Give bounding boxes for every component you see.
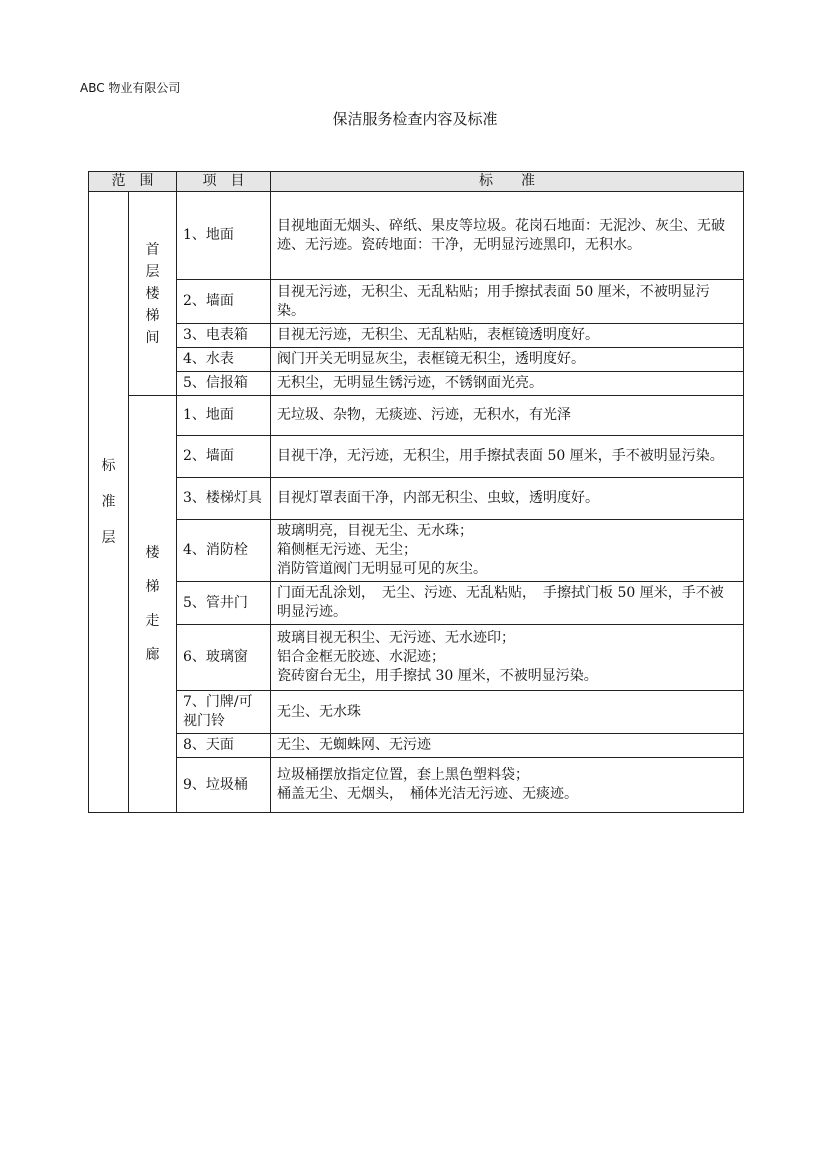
group-label-char: 间 bbox=[145, 329, 160, 346]
item-cell: 7、门牌/可视门铃 bbox=[177, 691, 271, 734]
item-cell: 9、垃圾桶 bbox=[177, 758, 271, 813]
table-row bbox=[89, 280, 744, 324]
standard-cell: 目视无污迹，无积尘、无乱粘贴，表框镜透明度好。 bbox=[271, 324, 744, 348]
item-cell: 3、电表箱 bbox=[177, 324, 271, 348]
standard-cell: 门面无乱涂划， 无尘、污迹、无乱粘贴， 手擦拭门板 50 厘米，手不被明显污迹。 bbox=[271, 582, 744, 625]
table-row bbox=[89, 582, 744, 625]
header-scope: 范 围 bbox=[89, 172, 177, 192]
standard-cell: 目视干净，无污迹，无积尘，用手擦拭表面 50 厘米，手不被明显污染。 bbox=[271, 436, 744, 478]
standard-cell: 无尘、无蜘蛛网、无污迹 bbox=[271, 734, 744, 758]
scope-label-char: 标 bbox=[101, 458, 116, 474]
standard-cell: 目视无污迹，无积尘、无乱粘贴；用手擦拭表面 50 厘米，不被明显污染。 bbox=[271, 280, 744, 324]
standard-cell: 垃圾桶摆放指定位置，套上黑色塑料袋； 桶盖无尘、无烟头， 桶体光洁无污迹、无痰迹。 bbox=[271, 758, 744, 813]
standard-cell: 目视灯罩表面干净，内部无积尘、虫蚊，透明度好。 bbox=[271, 478, 744, 520]
scope-label-cell bbox=[89, 192, 129, 813]
table-row bbox=[89, 324, 744, 348]
group-label-char: 梯 bbox=[145, 307, 160, 324]
table-row bbox=[89, 436, 744, 478]
table-row bbox=[89, 396, 744, 436]
group-label-char: 首 bbox=[145, 241, 160, 258]
standard-cell: 玻璃目视无积尘、无污迹、无水迹印； 铝合金框无胶迹、水泥迹； 瓷砖窗台无尘，用手擦拭 30 厘米，不被明显污染。 bbox=[271, 625, 744, 691]
item-cell: 5、管井门 bbox=[177, 582, 271, 625]
table-header-row bbox=[89, 172, 744, 192]
group-label-cell bbox=[129, 396, 177, 813]
item-cell: 1、地面 bbox=[177, 396, 271, 436]
standard-cell: 玻璃明亮，目视无尘、无水珠； 箱侧框无污迹、无尘； 消防管道阀门无明显可见的灰尘。 bbox=[271, 520, 744, 582]
standard-cell: 无尘、无水珠 bbox=[271, 691, 744, 734]
table-row bbox=[89, 192, 744, 280]
scope-label-char: 层 bbox=[101, 530, 116, 546]
item-cell: 3、楼梯灯具 bbox=[177, 478, 271, 520]
document-title: 保洁服务检查内容及标准 bbox=[332, 110, 498, 128]
item-cell: 8、天面 bbox=[177, 734, 271, 758]
table-row bbox=[89, 348, 744, 372]
table-row bbox=[89, 372, 744, 396]
table-row bbox=[89, 691, 744, 734]
item-cell: 2、墙面 bbox=[177, 280, 271, 324]
standard-cell: 无垃圾、杂物，无痰迹、污迹，无积水，有光泽 bbox=[271, 396, 744, 436]
item-cell: 2、墙面 bbox=[177, 436, 271, 478]
item-cell: 5、信报箱 bbox=[177, 372, 271, 396]
item-cell: 4、水表 bbox=[177, 348, 271, 372]
company-name: ABC 物业有限公司 bbox=[80, 81, 181, 95]
standard-cell: 目视地面无烟头、碎纸、果皮等垃圾。花岗石地面：无泥沙、灰尘、无破迹、无污迹。瓷砖地面：干净，无明显污迹黑印，无积水。 bbox=[271, 192, 744, 280]
table-row bbox=[89, 520, 744, 582]
scope-label-char: 准 bbox=[101, 494, 116, 510]
item-cell: 6、玻璃窗 bbox=[177, 625, 271, 691]
standard-cell: 无积尘，无明显生锈污迹，不锈钢面光亮。 bbox=[271, 372, 744, 396]
item-cell: 4、消防栓 bbox=[177, 520, 271, 582]
table-row bbox=[89, 625, 744, 691]
table-row bbox=[89, 478, 744, 520]
header-standard: 标 准 bbox=[271, 172, 744, 192]
group-label-char: 梯 bbox=[145, 579, 160, 595]
standard-cell: 阀门开关无明显灰尘，表框镜无积尘，透明度好。 bbox=[271, 348, 744, 372]
header-item: 项 目 bbox=[177, 172, 271, 192]
group-label-char: 楼 bbox=[145, 545, 160, 561]
group-label-char: 廊 bbox=[145, 647, 160, 663]
table-row bbox=[89, 734, 744, 758]
item-cell: 1、地面 bbox=[177, 192, 271, 280]
standards-table bbox=[88, 171, 744, 813]
group-label-char: 楼 bbox=[145, 285, 160, 302]
table-row bbox=[89, 758, 744, 813]
group-label-char: 层 bbox=[145, 263, 160, 280]
group-label-cell bbox=[129, 192, 177, 396]
group-label-char: 走 bbox=[145, 613, 160, 629]
